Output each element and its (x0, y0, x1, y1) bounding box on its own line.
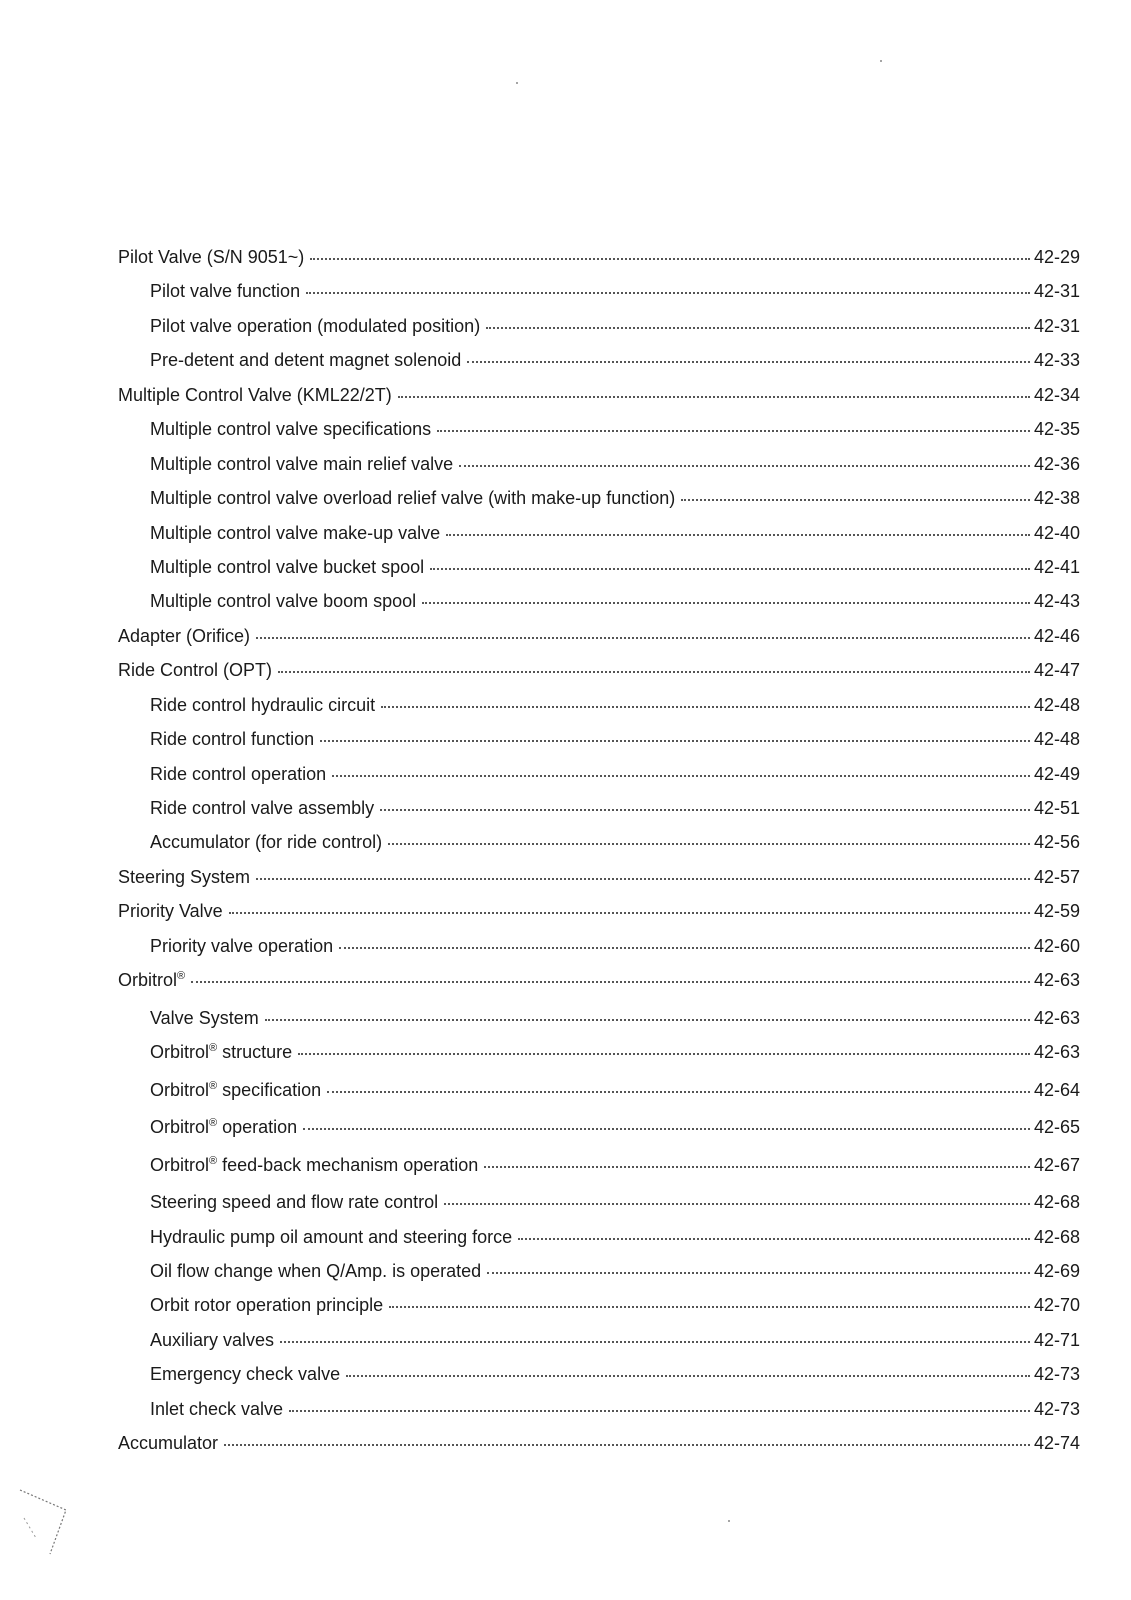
toc-page-number: 42-43 (1033, 591, 1080, 612)
toc-entry-title-text: Multiple control valve boom spool (150, 591, 417, 612)
toc-entry-title (150, 1361, 346, 1387)
toc-entry (118, 278, 1080, 312)
toc-page-number: 42-34 (1033, 384, 1080, 405)
toc-page-number: 42-68 (1033, 1226, 1080, 1247)
toc-entry-title (150, 1005, 265, 1031)
toc-entry-title (150, 726, 320, 752)
toc-page-number: 42-63 (1033, 1042, 1080, 1063)
toc-entry-title (150, 1224, 518, 1250)
toc-entry-title (150, 829, 388, 855)
toc-entry-title-text: Auxiliary valves (150, 1329, 275, 1350)
toc-entry-title-text: Accumulator (118, 1433, 219, 1454)
toc-entry-title (150, 1039, 298, 1065)
toc-entry-title (118, 382, 398, 408)
toc-entry-title (118, 898, 229, 924)
toc-dot-leader (388, 843, 1030, 845)
toc-page-number: 42-33 (1033, 350, 1080, 371)
toc-page-number: 42-40 (1033, 522, 1080, 543)
toc-entry-title-text: Orbitrol (150, 1042, 210, 1063)
toc-entry (118, 657, 1080, 691)
toc-entry (118, 485, 1080, 519)
toc-dot-leader (487, 1272, 1030, 1274)
toc-entry-title-text: Pilot Valve (S/N 9051~) (118, 247, 305, 267)
toc-entry-title-text: Ride control hydraulic circuit (150, 694, 376, 715)
toc-entry (118, 588, 1080, 622)
registered-mark: ® (177, 970, 186, 983)
toc-entry-title (150, 1396, 289, 1422)
toc-entry (118, 1189, 1080, 1223)
toc-page-number: 42-36 (1033, 453, 1080, 474)
toc-entry (118, 1361, 1080, 1395)
toc-page-number: 42-63 (1033, 1007, 1080, 1028)
toc-dot-leader (278, 671, 1030, 673)
toc-entry (118, 692, 1080, 726)
toc-entry-title-text: Multiple Control Valve (KML22/2T) (118, 384, 392, 405)
toc-entry-title (118, 244, 310, 270)
toc-dot-leader (310, 258, 1030, 260)
toc-entry-title (150, 1189, 444, 1215)
toc-entry-title-text: Steering speed and flow rate control (150, 1192, 439, 1213)
toc-dot-leader (381, 706, 1030, 708)
toc-entry-title (150, 1258, 487, 1284)
toc-dot-leader (681, 499, 1030, 501)
toc-entry-title (118, 1430, 224, 1456)
scan-speck (728, 1520, 730, 1522)
toc-page-number: 42-67 (1033, 1154, 1080, 1175)
table-of-contents (118, 244, 1080, 1465)
toc-entry (118, 1224, 1080, 1258)
toc-page-number: 42-31 (1033, 281, 1080, 302)
toc-entry-title-text: Inlet check valve (150, 1398, 284, 1419)
toc-dot-leader (298, 1053, 1030, 1055)
toc-dot-leader (467, 361, 1030, 363)
toc-entry-title (118, 657, 278, 683)
toc-entry-title-text: Orbitrol (150, 1079, 210, 1100)
toc-page-number: 42-56 (1033, 832, 1080, 853)
toc-entry-title (150, 347, 467, 373)
toc-entry (118, 313, 1080, 347)
toc-entry-title-text: Emergency check valve (150, 1364, 341, 1385)
toc-entry-title-suffix: feed-back mechanism operation (217, 1154, 479, 1175)
toc-entry (118, 1292, 1080, 1326)
toc-dot-leader (289, 1410, 1030, 1412)
toc-entry (118, 829, 1080, 863)
toc-entry (118, 382, 1080, 416)
toc-entry-title (150, 278, 306, 304)
toc-entry-title-text: Hydraulic pump oil amount and steering force (150, 1226, 513, 1247)
toc-entry-title-suffix: operation (217, 1117, 298, 1138)
toc-dot-leader (229, 912, 1030, 914)
toc-entry-title-text: Steering System (118, 866, 251, 887)
toc-entry-title-text: Multiple control valve main relief valve (150, 453, 454, 474)
toc-page-number: 42-31 (1033, 315, 1080, 336)
toc-entry-title-text: Priority Valve (118, 901, 223, 922)
toc-entry (118, 1077, 1080, 1115)
toc-entry-title-text: Orbitrol (118, 970, 178, 991)
toc-entry-title (118, 967, 191, 993)
toc-entry (118, 795, 1080, 829)
toc-page-number: 42-35 (1033, 419, 1080, 440)
toc-entry-title-suffix: structure (217, 1042, 293, 1063)
toc-entry-title (150, 1327, 280, 1353)
toc-page-number: 42-38 (1033, 488, 1080, 509)
toc-dot-leader (191, 981, 1030, 983)
toc-entry-title (150, 416, 437, 442)
toc-dot-leader (389, 1306, 1030, 1308)
toc-page-number: 42-47 (1033, 660, 1080, 681)
toc-entry-title (150, 1077, 327, 1103)
toc-entry-title-text: Ride Control (OPT) (118, 660, 273, 681)
toc-page-number: 42-73 (1033, 1398, 1080, 1419)
toc-entry-title-text: Ride control operation (150, 763, 327, 784)
toc-page-number: 42-60 (1033, 935, 1080, 956)
toc-entry (118, 898, 1080, 932)
toc-entry (118, 1114, 1080, 1152)
toc-dot-leader (346, 1375, 1030, 1377)
toc-dot-leader (224, 1444, 1030, 1446)
toc-dot-leader (339, 947, 1030, 949)
toc-entry (118, 726, 1080, 760)
toc-entry (118, 1327, 1080, 1361)
toc-entry-title-text: Valve System (150, 1007, 259, 1028)
toc-dot-leader (320, 740, 1030, 742)
toc-entry-title (150, 451, 459, 477)
toc-entry-title-text: Multiple control valve bucket spool (150, 556, 425, 577)
registered-mark: ® (209, 1042, 218, 1055)
toc-entry-title-text: Ride control function (150, 729, 315, 750)
toc-page-number: 42-57 (1033, 866, 1080, 887)
toc-dot-leader (446, 534, 1030, 536)
toc-entry (118, 623, 1080, 657)
toc-entry-title-text: Oil flow change when Q/Amp. is operated (150, 1261, 482, 1281)
toc-entry-title-text: Multiple control valve make-up valve (150, 522, 441, 543)
registered-mark: ® (209, 1117, 218, 1130)
toc-dot-leader (265, 1019, 1030, 1021)
toc-page-number: 42-68 (1033, 1192, 1080, 1213)
toc-page-number: 42-29 (1033, 247, 1080, 267)
toc-dot-leader (437, 430, 1030, 432)
toc-page-number: 42-69 (1033, 1261, 1080, 1281)
toc-entry-title-text: Orbitrol (150, 1154, 210, 1175)
toc-entry (118, 554, 1080, 588)
toc-entry-title (150, 520, 446, 546)
toc-entry (118, 451, 1080, 485)
toc-dot-leader (280, 1341, 1030, 1343)
toc-entry-title (150, 1152, 484, 1178)
toc-entry (118, 1430, 1080, 1464)
toc-dot-leader (380, 809, 1030, 811)
toc-entry-title (150, 1292, 389, 1318)
toc-entry (118, 520, 1080, 554)
toc-page-number: 42-73 (1033, 1364, 1080, 1385)
toc-entry (118, 761, 1080, 795)
toc-entry-title-suffix: specification (217, 1079, 322, 1100)
toc-dot-leader (422, 602, 1030, 604)
toc-entry-title-text: Pilot valve operation (modulated position) (150, 315, 481, 336)
toc-entry (118, 416, 1080, 450)
toc-entry (118, 864, 1080, 898)
toc-page-number: 42-64 (1033, 1079, 1080, 1100)
toc-page-number: 42-46 (1033, 625, 1080, 646)
toc-entry (118, 244, 1080, 278)
toc-entry-title-text: Adapter (Orifice) (118, 625, 251, 646)
toc-dot-leader (486, 327, 1030, 329)
toc-entry-title (118, 864, 256, 890)
toc-entry-title (150, 313, 486, 339)
toc-entry (118, 933, 1080, 967)
scan-corner-mark (18, 1488, 78, 1558)
toc-entry-title (118, 623, 256, 649)
toc-page-number: 42-74 (1033, 1433, 1080, 1454)
scan-speck (880, 60, 882, 62)
toc-entry-title-text: Pilot valve function (150, 281, 301, 302)
toc-entry-title (150, 1114, 303, 1140)
toc-dot-leader (444, 1203, 1030, 1205)
toc-entry-title-text: Multiple control valve overload relief valve (with make-up function) (150, 488, 676, 509)
toc-entry-title (150, 933, 339, 959)
toc-page-number: 42-70 (1033, 1295, 1080, 1316)
toc-page-number: 42-48 (1033, 729, 1080, 750)
toc-entry-title-text: Pre-detent and detent magnet solenoid (150, 350, 462, 371)
registered-mark: ® (209, 1079, 218, 1092)
toc-dot-leader (459, 465, 1030, 467)
toc-entry (118, 967, 1080, 1005)
toc-dot-leader (306, 292, 1030, 294)
toc-page-number: 42-59 (1033, 901, 1080, 922)
toc-page-number: 42-65 (1033, 1117, 1080, 1138)
toc-page-number: 42-63 (1033, 970, 1080, 991)
toc-entry (118, 1152, 1080, 1190)
toc-entry-title (150, 485, 681, 511)
toc-entry (118, 1258, 1080, 1292)
toc-entry-title-text: Priority valve operation (150, 935, 334, 956)
toc-entry-title (150, 692, 381, 718)
toc-dot-leader (256, 878, 1030, 880)
toc-entry (118, 1396, 1080, 1430)
toc-dot-leader (518, 1238, 1030, 1240)
toc-dot-leader (398, 396, 1030, 398)
toc-entry (118, 1039, 1080, 1077)
toc-entry-title (150, 554, 430, 580)
toc-dot-leader (256, 637, 1030, 639)
registered-mark: ® (209, 1154, 218, 1167)
toc-page-number: 42-49 (1033, 763, 1080, 784)
toc-entry-title-text: Multiple control valve specifications (150, 419, 432, 440)
toc-dot-leader (430, 568, 1030, 570)
toc-page-number: 42-48 (1033, 694, 1080, 715)
toc-page-number: 42-51 (1033, 798, 1080, 818)
toc-entry-title-text: Orbitrol (150, 1117, 210, 1138)
toc-entry (118, 347, 1080, 381)
toc-dot-leader (332, 775, 1030, 777)
toc-entry-title-text: Orbit rotor operation principle (150, 1295, 384, 1316)
toc-dot-leader (484, 1166, 1030, 1168)
toc-entry-title (150, 761, 332, 787)
toc-entry-title (150, 795, 380, 821)
toc-entry-title (150, 588, 422, 614)
scan-speck (516, 82, 518, 84)
toc-dot-leader (327, 1091, 1030, 1093)
toc-page-number: 42-71 (1033, 1329, 1080, 1350)
toc-entry (118, 1005, 1080, 1039)
toc-dot-leader (303, 1128, 1030, 1130)
toc-entry-title-text: Accumulator (for ride control) (150, 832, 383, 853)
toc-page-number: 42-41 (1033, 556, 1080, 577)
toc-entry-title-text: Ride control valve assembly (150, 798, 375, 818)
